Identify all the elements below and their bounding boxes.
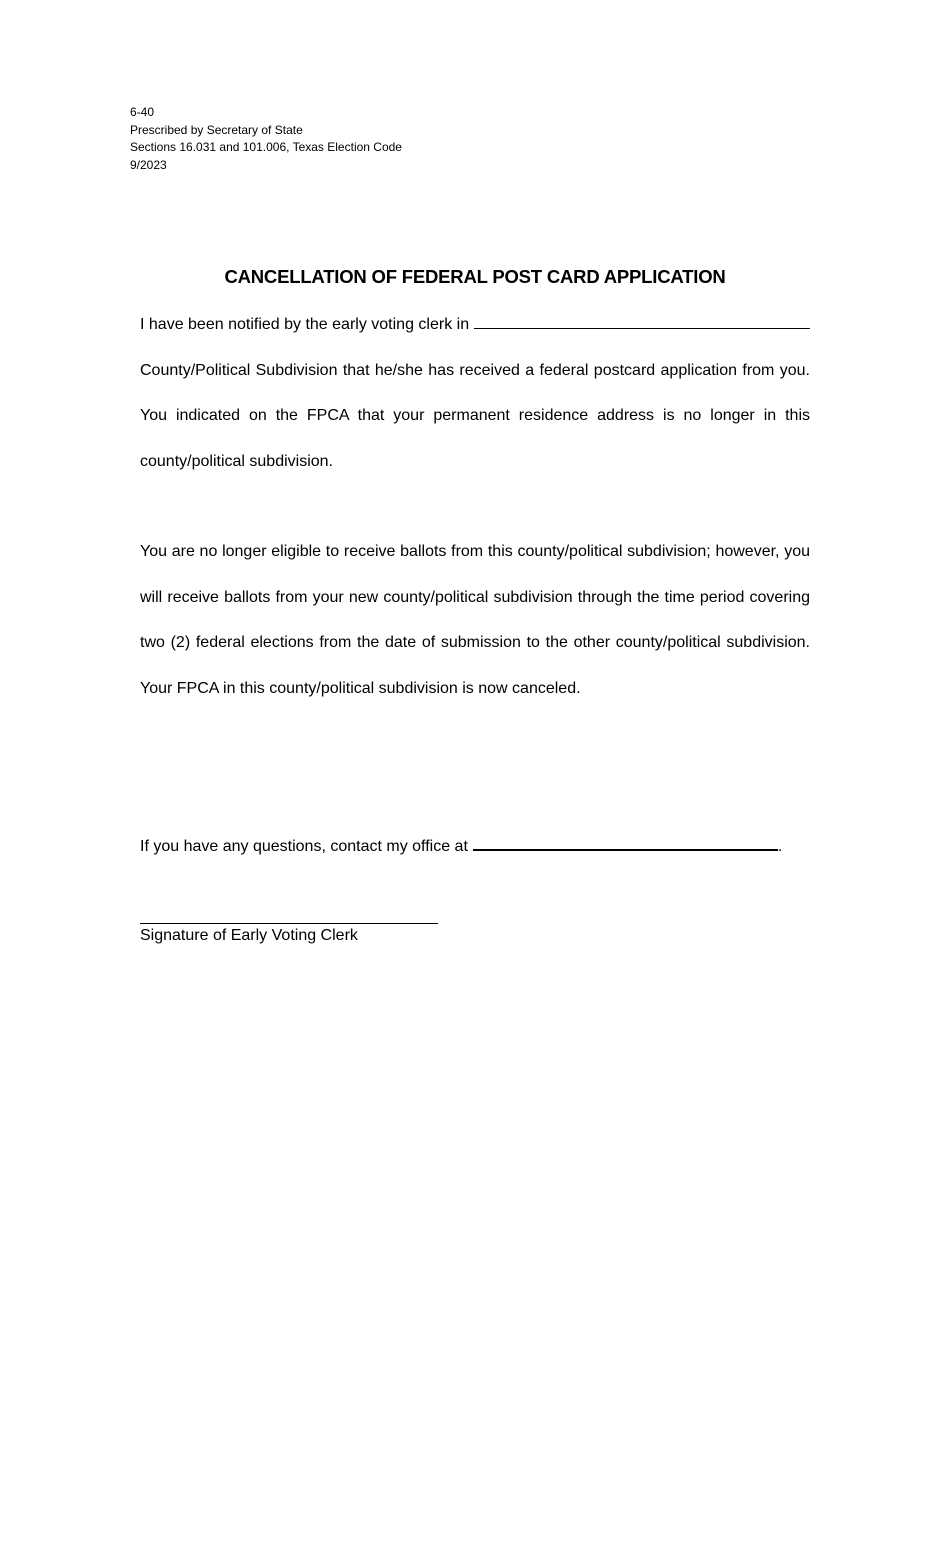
form-header [130,104,402,174]
eligibility-paragraph: You are no longer eligible to receive ballots from this county/political subdivision; however, you will receive ballots from your new county/political subdivision through the time period covering two (2) federal elections from the date of submission to the other county/political subdivision. Your FPCA in this county/political subdivision is now canceled. [140,543,810,697]
office-contact-blank[interactable] [473,831,778,851]
notification-first-line [140,302,810,348]
page-title: CANCELLATION OF FEDERAL POST CARD APPLICATION [224,266,726,287]
county-name-blank[interactable] [474,310,810,329]
form-date: 9/2023 [130,157,167,172]
notification-lead-text: I have been notified by the early voting clerk in [140,316,470,333]
prescribed-by: Prescribed by Secretary of State [130,122,303,137]
signature-label: Signature of Early Voting Clerk [140,927,358,944]
contact-line [140,824,810,870]
code-sections: Sections 16.031 and 101.006, Texas Election Code [130,140,402,154]
notification-body-text: County/Political Subdivision that he/she has received a federal postcard application from you. You indicated on the FPCA that your permanent residence address is no longer in this county/political subdivision. [140,361,810,470]
contact-lead-text: If you have any questions, contact my office at [140,838,468,855]
contact-period: . [777,838,783,855]
form-number: 6-40 [130,105,155,119]
notification-paragraph [140,302,810,484]
contact-paragraph [140,824,810,870]
signature-line[interactable] [140,923,438,924]
